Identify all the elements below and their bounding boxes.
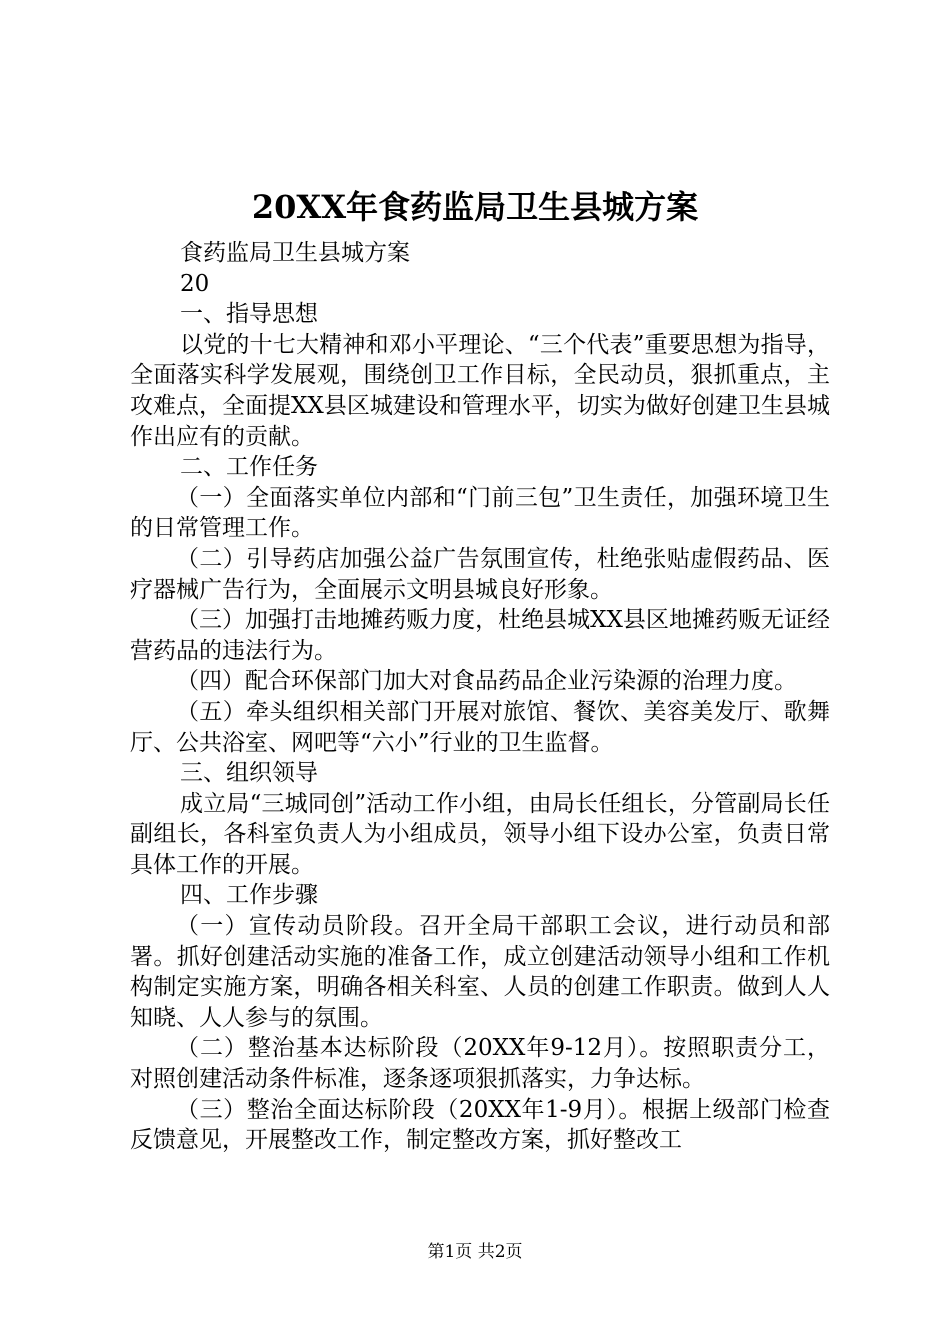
paragraph: （一）宣传动员阶段。召开全局干部职工会议，进行动员和部署。抓好创建活动实施的准备工作，成立创建活动领导小组和工作机构制定实施方案，明确各相关科室、人员的创建工作职责。做到人人知晓、人人参与的氛围。 <box>130 913 830 1031</box>
paragraph: 以党的十七大精神和邓小平理论、“三个代表”重要思想为指导，全面落实科学发展观，围绕创卫工作目标，全民动员，狠抓重点，主攻难点，全面提XX县区城建设和管理水平，切实为做好创建卫生县城作出应有的贡献。 <box>130 331 830 450</box>
paragraph: （五）牵头组织相关部门开展对旅馆、餐饮、美容美发厅、歌舞厅、公共浴室、网吧等“六小”行业的卫生监督。 <box>130 698 830 756</box>
paragraph: （二）引导药店加强公益广告氛围宣传，杜绝张贴虚假药品、医疗器械广告行为，全面展示文明县城良好形象。 <box>130 545 830 603</box>
page-footer: 第1页 共2页 <box>427 1242 523 1262</box>
document-title: 20XX年食药监局卫生县城方案 <box>251 188 699 226</box>
paragraph: 一、指导思想 <box>180 301 318 328</box>
paragraph: 二、工作任务 <box>180 454 318 481</box>
paragraph: （一）全面落实单位内部和“门前三包”卫生责任，加强环境卫生的日常管理工作。 <box>130 484 830 542</box>
paragraph: （三）整治全面达标阶段（20XX年1-9月）。根据上级部门检查反馈意见，开展整改工作，制定整改方案，抓好整改工 <box>130 1096 830 1154</box>
paragraph: （四）配合环保部门加大对食品药品企业污染源的治理力度。 <box>176 668 797 695</box>
paragraph: （三）加强打击地摊药贩力度，杜绝县城XX县区地摊药贩无证经营药品的违法行为。 <box>130 607 830 664</box>
paragraph: 食药监局卫生县城方案 <box>180 240 410 266</box>
document-body <box>130 238 830 1156</box>
paragraph: 四、工作步骤 <box>180 882 318 909</box>
paragraph: （二）整治基本达标阶段（20XX年9-12月）。按照职责分工，对照创建活动条件标准，逐条逐项狠抓落实，力争达标。 <box>130 1035 830 1093</box>
paragraph: 成立局“三城同创”活动工作小组，由局长任组长，分管副局长任副组长，各科室负责人为小组成员，领导小组下设办公室，负责日常具体工作的开展。 <box>130 790 830 878</box>
paragraph: 三、组织领导 <box>180 760 318 787</box>
paragraph: 20 <box>180 270 210 297</box>
